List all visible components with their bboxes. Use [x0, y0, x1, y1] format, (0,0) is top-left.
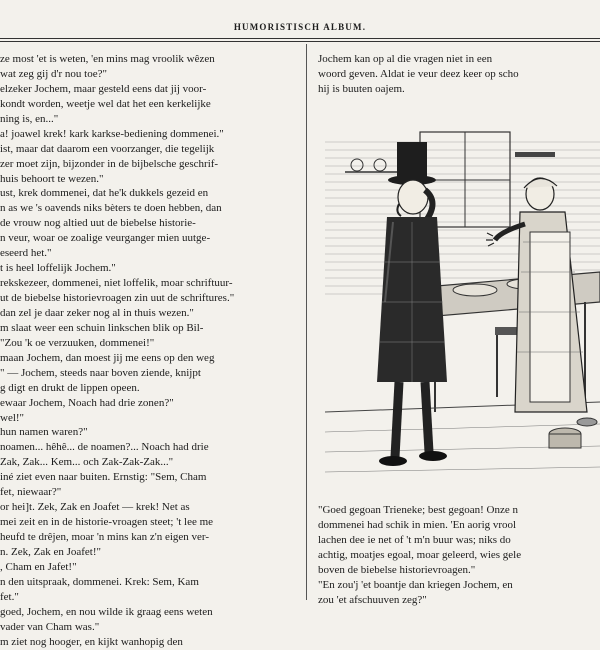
text-line: zer moet zijn, bijzonder in de bijbelsche geschrif- [0, 157, 219, 170]
text-line: a! joawel krek! kark karkse-bediening dommenei." [0, 127, 224, 140]
text-line: kondt worden, weetje wel dat het een kerkelijke [0, 97, 211, 110]
text-line: iné ziet even naar buiten. Ernstig: "Sem, Cham [0, 471, 207, 484]
text-line: noamen... hêhê... de noamen?... Noach had drie [0, 441, 209, 454]
text-line: maan Jochem, dan moest jij me eens op den weg [0, 351, 215, 364]
text-line: g digt en drukt de lippen opeen. [0, 381, 140, 394]
text-line: fet, niewaar?" [0, 486, 62, 499]
text-line: m slaat weer een schuin linkschen blik op Bil- [0, 321, 204, 334]
text-line: ist, maar dat daarom een voorzanger, die tegelijk [0, 142, 215, 155]
text-line: ut de biebelse historievroagen zin uut de schriftures." [0, 292, 235, 304]
text-line: ewaar Jochem, Noach had drie zonen?" [0, 396, 174, 409]
text-line: n. Zek, Zak en Joafet!" [0, 545, 102, 558]
header-rule-top [0, 38, 600, 39]
text-line: "Goed gegoan Trieneke; best gegoan! Onze n [318, 504, 518, 516]
text-line: m ziet nog hooger, en kijkt wanhopig den [0, 635, 183, 648]
text-line: "Zou 'k oe verzuuken, dommenei!" [0, 336, 155, 349]
text-line: elzeker Jochem, maar gesteld eens dat jij voor- [0, 82, 207, 95]
text-line: " — Jochem, steeds naar boven ziende, knijpt [0, 366, 201, 379]
text-line: ust, krek dommenei, dat he'k dukkels gezeid en [0, 187, 209, 200]
right-column-bottom-text [318, 503, 600, 608]
text-line: dommenei had schik in mien. 'En aorig vrool [318, 518, 517, 531]
text-line: de vrouw nog altied uut de biebelse historie- [0, 217, 196, 230]
right-column-top-text [318, 52, 600, 97]
text-line: heufd te drêjen, moar 'n mins kan z'n eigen ver- [0, 531, 209, 543]
text-line: fet." [0, 590, 19, 603]
text-line: wat zeg gij d'r nou toe?" [0, 67, 107, 80]
text-line: ze most 'et is weten, 'en mins mag vroolik wêzen [0, 53, 215, 65]
text-line: n den uitspraak, dommenei. Krek: Sem, Kam [0, 575, 199, 588]
text-line: hun namen waren?" [0, 426, 88, 439]
text-line: vader van Cham was." [0, 620, 100, 633]
page-header [0, 0, 600, 40]
text-line: n veur, woar oe zoalige veurganger mien uutge- [0, 232, 211, 245]
text-line: n as we 's oavends niks bèters te doen hebben, dan [0, 202, 222, 215]
text-line: , Cham en Jafet!" [0, 560, 77, 573]
header-rule-bottom [0, 41, 600, 42]
engraving-drawing [325, 112, 600, 482]
text-line: goed, Jochem, en nou wilde ik graag eens weten [0, 605, 213, 618]
text-line: or hei]t. Zek, Zak en Joafet — krek! Net as [0, 501, 190, 514]
text-line: achtig, moatjes egoal, moar geleerd, wies gele [318, 548, 522, 561]
text-line: boven de biebelse historievroagen." [318, 563, 476, 576]
text-line: dan zel je daar zeker nog al in thuis wezen." [0, 306, 194, 319]
text-line: lachen dee ie net of 't m'n buur was; niks do [318, 533, 511, 546]
engraving-illustration [325, 112, 600, 482]
text-line: eseerd het." [0, 247, 52, 260]
text-line: t is heel loffelijk Jochem." [0, 262, 116, 275]
text-line: hij is buuten oajem. [318, 82, 405, 95]
text-line: rekskezeer, dommenei, niet loffelik, moar schriftuur- [0, 277, 233, 290]
text-line: ning is, en..." [0, 112, 59, 125]
text-line: woord geven. Aldat ie veur deez keer op scho [318, 67, 519, 80]
text-line: wel!" [0, 411, 25, 424]
running-title: HUMORISTISCH ALBUM. [233, 22, 367, 32]
text-line: Zak, Zak... Kem... och Zak-Zak-Zak..." [0, 456, 174, 469]
text-line: "En zou'j 'et boantje dan kriegen Jochem, en [318, 578, 513, 591]
text-line: mei zeit en in de historie-vroagen steet; 't lee me [0, 516, 214, 529]
text-line: zou 'et afschuuven zeg?" [318, 593, 427, 606]
left-column-text [0, 52, 300, 650]
column-divider [306, 44, 307, 600]
text-line: Jochem kan op al die vragen niet in een [318, 53, 493, 65]
text-line: huis behoort te wezen." [0, 172, 104, 185]
